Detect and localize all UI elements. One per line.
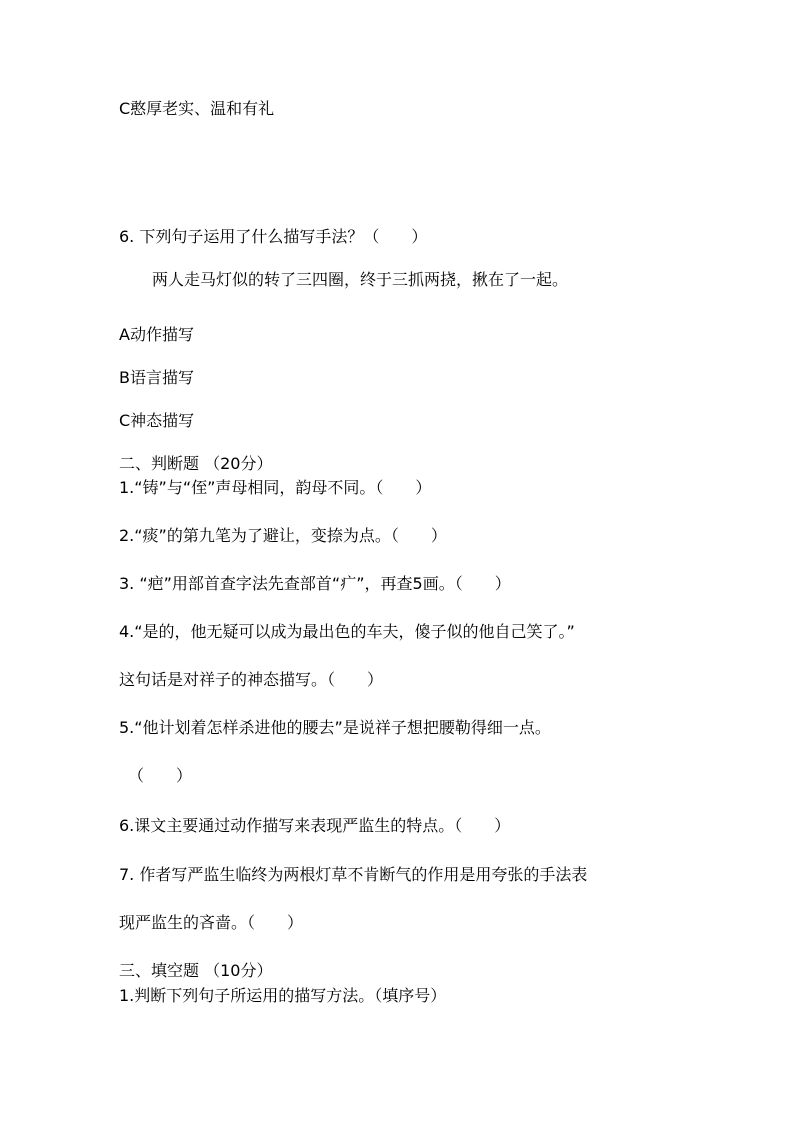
judge-item-5-paren: （ ）	[128, 766, 193, 785]
judge-item-3: 3. “疤”用部首查字法先查部首“疒”，再查5画。（ ）	[119, 574, 511, 593]
judge-item-4: 4.“是的，他无疑可以成为最出色的车夫，傻子似的他自己笑了。”	[119, 622, 575, 641]
section-3-heading: 三、填空题 （10分）	[119, 961, 273, 980]
option-b: B语言描写	[119, 368, 194, 387]
option-a: A动作描写	[119, 325, 194, 344]
judge-item-7-cont: 现严监生的吝啬。（ ）	[119, 913, 304, 932]
fill-item-1: 1.判断下列句子所运用的描写方法。（填序号）	[119, 986, 447, 1005]
option-c-prev: C憨厚老实、温和有礼	[119, 99, 275, 118]
option-c: C神态描写	[119, 411, 195, 430]
section-2-heading: 二、判断题 （20分）	[119, 454, 273, 473]
judge-item-5: 5.“他计划着怎样杀进他的腰去”是说祥子想把腰勒得细一点。	[119, 718, 551, 737]
question-6-stem: 6. 下列句子运用了什么描写手法？（ ）	[119, 227, 428, 246]
judge-item-4-cont: 这句话是对祥子的神态描写。（ ）	[119, 670, 384, 689]
judge-item-2: 2.“痰”的第九笔为了避让，变捺为点。（ ）	[119, 526, 447, 545]
judge-item-1: 1.“铸”与“侄”声母相同，韵母不同。（ ）	[119, 478, 432, 497]
judge-item-6: 6.课文主要通过动作描写来表现严监生的特点。（ ）	[119, 816, 511, 835]
judge-item-7: 7. 作者写严监生临终为两根灯草不肯断气的作用是用夸张的手法表	[119, 865, 588, 884]
question-6-sentence: 两人走马灯似的转了三四圈，终于三抓两挠，揪在了一起。	[152, 270, 569, 289]
